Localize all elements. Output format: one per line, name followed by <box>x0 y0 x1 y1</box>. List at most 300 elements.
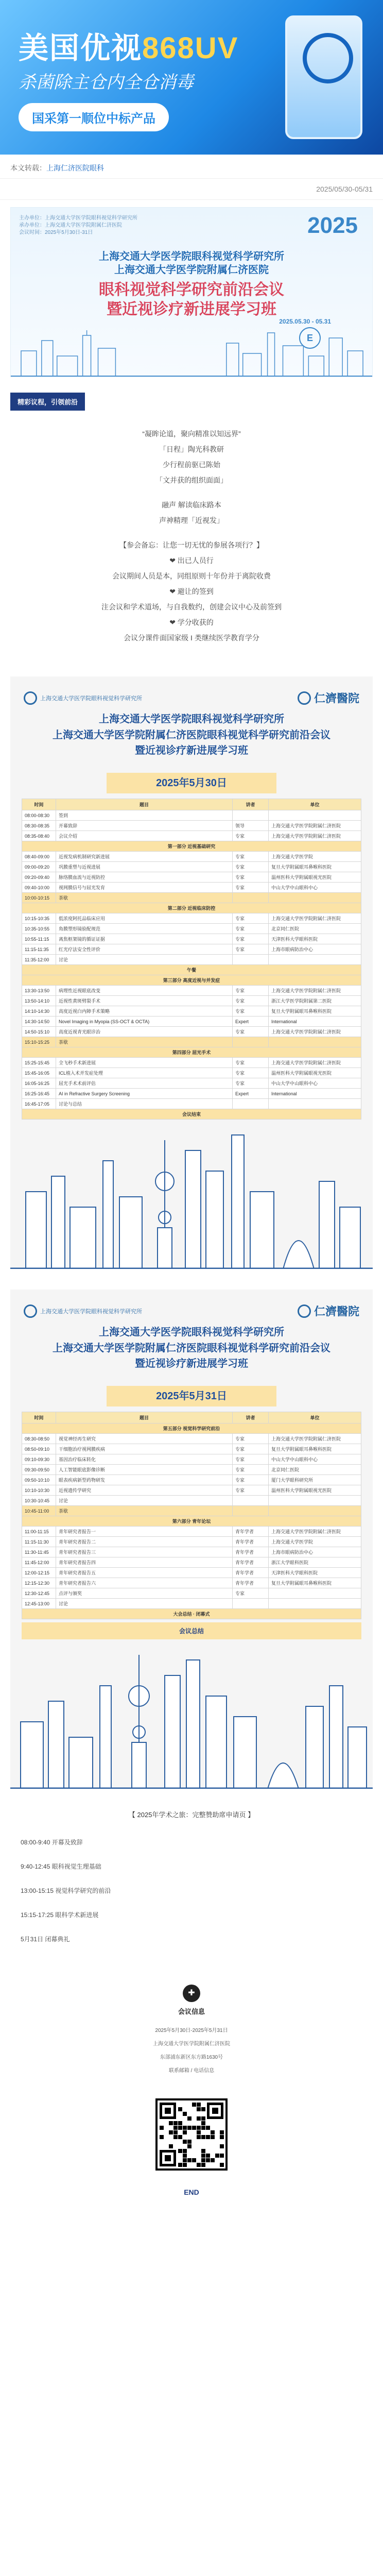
column-header: 题目 <box>56 799 233 810</box>
cell-speaker: 专家 <box>233 1588 269 1599</box>
cell-topic: ICL植入术并发症处理 <box>56 1068 233 1078</box>
cell-speaker <box>233 810 269 821</box>
cell-time: 15:45-16:05 <box>22 1068 56 1078</box>
table-row <box>22 1537 361 1547</box>
cell-aff: 上海交通大学医学院附属仁济医院 <box>269 831 361 841</box>
cell-speaker: 专家 <box>233 1454 269 1465</box>
cell-speaker: 专家 <box>233 1078 269 1089</box>
cell-speaker: 专家 <box>233 1058 269 1068</box>
cell-topic: 近视性黄斑劈裂手术 <box>56 996 233 1006</box>
qr-module <box>169 2121 173 2125</box>
qr-module <box>211 2158 215 2162</box>
table-row <box>22 1444 361 1454</box>
column-header: 单位 <box>269 1412 361 1423</box>
cell-aff: 上海交通大学医学院附属仁济医院 <box>269 821 361 831</box>
cell-speaker: 专家 <box>233 1006 269 1016</box>
qr-module <box>220 2163 224 2167</box>
city-illustration <box>10 1639 373 1789</box>
group-label: 第四部分 屈光手术 <box>22 1047 361 1058</box>
cell-topic: 青年研究者报告六 <box>56 1578 233 1588</box>
intro-line: 注会议和学术道场，与自我数约，创建会议中心及前签到 <box>101 603 282 611</box>
cell-aff: 浙江大学眼科医院 <box>269 1557 361 1568</box>
table-row <box>22 1475 361 1485</box>
cell-aff: 上海交通大学医学院附属仁济医院 <box>269 1058 361 1068</box>
group-label: 第二部分 近视临床防控 <box>22 903 361 913</box>
cell-speaker: 青年学者 <box>233 1537 269 1547</box>
conference-poster <box>10 207 373 377</box>
cell-time: 11:00-11:15 <box>22 1527 56 1537</box>
breadcrumb-source-link[interactable]: 上海仁济医院眼科 <box>46 164 104 172</box>
schedule-summary-line: 15:15-17:25 眼科学术新进展 <box>21 1911 99 1919</box>
cell-topic: Novel Imaging in Myopia (SS-OCT & OCTA) <box>56 1016 233 1027</box>
university-seal-icon <box>24 1304 37 1318</box>
table-row <box>22 924 361 934</box>
program-title: 上海交通大学医学院附属仁济医院眼科视觉科学研究前沿会议 <box>53 1343 330 1354</box>
cell-time: 10:30-10:45 <box>22 1496 56 1506</box>
skyline-illustration <box>11 330 372 377</box>
cell-aff: 中山大学中山眼科中心 <box>269 1454 361 1465</box>
intro-line: 声神精理「近视发」 <box>159 516 224 524</box>
table-row <box>22 1578 361 1588</box>
cell-topic: 青年研究者报告五 <box>56 1568 233 1578</box>
intro-line <box>15 528 368 537</box>
cell-speaker: 专家 <box>233 831 269 841</box>
cell-speaker: 专家 <box>233 1444 269 1454</box>
schedule-table <box>22 1412 361 1619</box>
cell-time: 09:50-10:10 <box>22 1475 56 1485</box>
cell-speaker: 专家 <box>233 862 269 872</box>
ad-subline: 杀菌除主仓内全仓消毒 <box>19 73 194 92</box>
cell-time: 11:45-12:00 <box>22 1557 56 1568</box>
cell-time: 14:50-15:10 <box>22 1027 56 1037</box>
column-header: 时间 <box>22 1412 56 1423</box>
university-seal-icon <box>24 691 37 705</box>
ad-banner[interactable] <box>0 0 383 155</box>
table-row <box>22 883 361 893</box>
cell-aff: 厦门大学眼科研究所 <box>269 1475 361 1485</box>
qr-module <box>197 2103 201 2107</box>
cell-aff: 复旦大学附属眼耳鼻喉科医院 <box>269 1006 361 1016</box>
qr-module <box>201 2149 205 2153</box>
qr-module <box>178 2149 182 2153</box>
cell-aff: 北京同仁医院 <box>269 924 361 934</box>
qr-module <box>206 2135 210 2139</box>
hero-date: 2025.05.30 - 05.31 <box>279 318 331 325</box>
cell-speaker: 青年学者 <box>233 1547 269 1557</box>
cell-time: 12:45-13:00 <box>22 1599 56 1609</box>
intro-line: 会议分课件面国家级 I 类继续医学教育学分 <box>124 634 259 642</box>
hero-small-text <box>19 215 137 236</box>
cell-topic: 干细胞治疗视网膜疾病 <box>56 1444 233 1454</box>
cell-speaker: 专家 <box>233 944 269 955</box>
hero-small-line: 承办单位：上海交通大学医学院附属仁济医院 <box>19 223 122 228</box>
cell-speaker <box>233 1496 269 1506</box>
cell-speaker <box>233 1506 269 1516</box>
qr-module <box>220 2135 224 2139</box>
schedule-summary-line: 9:40-12:45 眼科视觉生理基础 <box>21 1863 101 1870</box>
cell-aff: 中山大学中山眼科中心 <box>269 1078 361 1089</box>
qr-module <box>211 2130 215 2134</box>
cell-aff: 上海交通大学医学院附属仁济医院 <box>269 1527 361 1537</box>
intro-line: ❤ 避让的签到 <box>169 587 214 596</box>
cell-time: 09:30-09:50 <box>22 1465 56 1475</box>
intro-line: 【参会备忘：让您一切无忧的参展各项行？】 <box>119 541 264 549</box>
qr-module <box>183 2130 187 2134</box>
cell-topic: 签到 <box>56 810 233 821</box>
cell-time: 10:35-10:55 <box>22 924 56 934</box>
program-org: 上海交通大学医学院眼科视觉科学研究所 <box>99 714 284 725</box>
table-row <box>22 1547 361 1557</box>
intro-line: ❤ 学分收获的 <box>169 618 214 626</box>
qr-module <box>183 2163 187 2167</box>
hero-year: 2025 <box>307 213 358 238</box>
qr-module <box>197 2107 201 2111</box>
qr-finder <box>160 2103 176 2119</box>
qr-module <box>206 2126 210 2130</box>
intro-line: 会议期间人员是本，同组原则十年份并于离院收费 <box>112 572 271 580</box>
table-group-row <box>22 1423 361 1434</box>
qr-module <box>169 2130 173 2134</box>
table-group-row <box>22 975 361 986</box>
skyline-illustration <box>10 1639 373 1789</box>
cell-topic: 青年研究者报告四 <box>56 1557 233 1568</box>
table-row <box>22 1006 361 1016</box>
cell-aff: 复旦大学附属眼耳鼻喉科医院 <box>269 862 361 872</box>
qr-module <box>160 2126 164 2130</box>
qr-module <box>201 2163 205 2167</box>
cell-speaker: 专家 <box>233 986 269 996</box>
cell-topic: 开幕致辞 <box>56 821 233 831</box>
end-info-line: 2025年5月30日-2025年5月31日 <box>155 2028 228 2033</box>
qr-module <box>201 2126 205 2130</box>
qr-module <box>192 2158 196 2162</box>
program-day-1 <box>10 676 373 1269</box>
cell-time: 14:30-14:50 <box>22 1016 56 1027</box>
cell-aff: 中山大学中山眼科中心 <box>269 883 361 893</box>
qr-module <box>187 2116 192 2121</box>
intro-line: 融声 解读临床路本 <box>162 501 221 509</box>
column-header: 讲者 <box>233 1412 269 1423</box>
qr-module <box>173 2126 178 2130</box>
cell-speaker: 专家 <box>233 913 269 924</box>
cell-topic: 讨论 <box>56 1496 233 1506</box>
qr-module <box>201 2135 205 2139</box>
qr-module <box>201 2154 205 2158</box>
intro-line: 少行程前驱已陈始 <box>163 461 220 469</box>
cell-topic: 基因治疗临床转化 <box>56 1454 233 1465</box>
qr-module <box>187 2140 192 2144</box>
cell-topic: 高度近视白内障手术策略 <box>56 1006 233 1016</box>
table-row <box>22 852 361 862</box>
medical-cross-icon: ✚ <box>183 1985 200 2002</box>
table-row <box>22 955 361 965</box>
cell-topic: 近视遗传学研究 <box>56 1485 233 1496</box>
cell-speaker: 青年学者 <box>233 1578 269 1588</box>
intro-line: 「日程」陶光科教研 <box>159 445 224 453</box>
qr-module <box>178 2126 182 2130</box>
qr-module <box>192 2103 196 2107</box>
intro-line: 「文并获的组织面面」 <box>155 476 228 484</box>
cell-topic: 青年研究者报告一 <box>56 1527 233 1537</box>
hero-small-line: 主办单位：上海交通大学医学院眼科视觉科学研究所 <box>19 215 137 221</box>
qr-module <box>183 2140 187 2144</box>
end-info-lines <box>22 2024 361 2078</box>
cell-topic: 人工智能眼底影像诊断 <box>56 1465 233 1475</box>
cell-topic: 讨论与总结 <box>56 1099 233 1109</box>
cell-aff: 温州医科大学附属眼视光医院 <box>269 1068 361 1078</box>
hospital-seal-icon <box>298 691 311 705</box>
qr-module <box>192 2126 196 2130</box>
cell-time: 08:30-08:35 <box>22 821 56 831</box>
qr-module <box>197 2126 201 2130</box>
end-info-line: 联系邮箱 / 电话信息 <box>168 2068 215 2074</box>
day-banner: 2025年5月31日 <box>107 1386 276 1406</box>
cell-time: 11:30-11:45 <box>22 1547 56 1557</box>
cell-topic: 病理性近视眼底改变 <box>56 986 233 996</box>
cell-speaker <box>233 1099 269 1109</box>
cell-time: 11:15-11:35 <box>22 944 56 955</box>
cell-time: 14:10-14:30 <box>22 1006 56 1016</box>
hero-logo-mark: E <box>299 327 321 349</box>
cell-time: 16:45-17:05 <box>22 1099 56 1109</box>
qr-module <box>178 2107 182 2111</box>
table-row <box>22 913 361 924</box>
cell-speaker: 专家 <box>233 1434 269 1444</box>
intro-line: “凝眸论道，聚向精准以知远界” <box>142 430 241 438</box>
qr-module <box>206 2154 210 2158</box>
cell-aff: 上海市眼病防治中心 <box>269 944 361 955</box>
hero-title: 眼科视觉科学研究前沿会议 <box>99 281 284 298</box>
qr-module <box>173 2130 178 2134</box>
table-row <box>22 1089 361 1099</box>
qr-module <box>197 2135 201 2139</box>
hospital-logo-text: 仁濟醫院 <box>314 692 359 705</box>
logos-row <box>22 1303 361 1324</box>
cell-aff <box>269 1506 361 1516</box>
column-header: 讲者 <box>233 799 269 810</box>
cell-topic: 屈光手术术前评估 <box>56 1078 233 1089</box>
table-row <box>22 1058 361 1068</box>
table-group-row <box>22 965 361 975</box>
hospital-logo <box>298 1303 359 1319</box>
cell-speaker: Expert <box>233 1016 269 1027</box>
cell-aff: 复旦大学附属眼耳鼻喉科医院 <box>269 1444 361 1454</box>
table-row <box>22 1016 361 1027</box>
cell-time: 16:25-16:45 <box>22 1089 56 1099</box>
schedule-summary-line: 13:00-15:15 视觉科学研究的前沿 <box>21 1887 111 1894</box>
hero-small-line: 会议时间：2025年5月30日-31日 <box>19 230 93 235</box>
intro-line: ❤ 出已人员行 <box>169 556 214 565</box>
date-range: 2025/05/30-05/31 <box>0 179 383 200</box>
cell-topic: 茶歇 <box>56 1506 233 1516</box>
cell-aff <box>269 955 361 965</box>
cell-aff: 天津医科大学眼科医院 <box>269 934 361 944</box>
cell-aff <box>269 893 361 903</box>
cell-topic: 视觉神经再生研究 <box>56 1434 233 1444</box>
cell-topic: 讨论 <box>56 955 233 965</box>
cell-aff: 上海交通大学医学院 <box>269 1537 361 1547</box>
qr-code[interactable] <box>155 2098 228 2171</box>
university-logo <box>24 691 142 705</box>
cell-time: 09:20-09:40 <box>22 872 56 883</box>
cell-aff <box>269 1496 361 1506</box>
qr-module <box>197 2163 201 2167</box>
qr-module <box>178 2163 182 2167</box>
cell-speaker: 青年学者 <box>233 1527 269 1537</box>
column-header: 单位 <box>269 799 361 810</box>
qr-module <box>201 2116 205 2121</box>
qr-module <box>187 2126 192 2130</box>
cell-topic: 离焦框架镜的循证证据 <box>56 934 233 944</box>
schedule-table <box>22 799 361 1120</box>
cell-time: 13:50-14:10 <box>22 996 56 1006</box>
cell-speaker: 专家 <box>233 1465 269 1475</box>
program-footer-label: 会议总结 <box>22 1622 361 1639</box>
cell-topic: 眼表疾病新型药物研发 <box>56 1475 233 1485</box>
cell-aff <box>269 1588 361 1599</box>
sponsor-link[interactable]: 【 2025年学术之旅：完整赞助席申请页 】 <box>128 1811 255 1819</box>
column-header: 题目 <box>56 1412 233 1423</box>
hospital-seal-icon <box>298 1304 311 1318</box>
hero-org-line: 上海交通大学医学院附属仁济医院 <box>114 264 269 276</box>
table-row <box>22 1527 361 1537</box>
cell-aff: International <box>269 1089 361 1099</box>
qr-module <box>183 2149 187 2153</box>
cell-time: 09:40-10:00 <box>22 883 56 893</box>
cell-time: 10:00-10:15 <box>22 893 56 903</box>
group-label: 第一部分 近视基础研究 <box>22 841 361 852</box>
cell-aff: 浙江大学医学院附属第二医院 <box>269 996 361 1006</box>
qr-module <box>220 2154 224 2158</box>
table-break-row <box>22 1037 361 1047</box>
cell-topic: 红光疗法安全性评价 <box>56 944 233 955</box>
cell-topic: 茶歇 <box>56 1037 233 1047</box>
qr-finder <box>160 2150 176 2166</box>
cell-time: 12:30-12:45 <box>22 1588 56 1599</box>
table-row <box>22 1557 361 1568</box>
cell-speaker: 专家 <box>233 852 269 862</box>
cell-aff: International <box>269 1016 361 1027</box>
cell-time: 10:10-10:30 <box>22 1485 56 1496</box>
cell-speaker: 专家 <box>233 1068 269 1078</box>
cell-aff: 上海交通大学医学院附属仁济医院 <box>269 913 361 924</box>
cell-topic: 脉络膜血流与近视防控 <box>56 872 233 883</box>
intro-line <box>15 488 368 497</box>
qr-module <box>201 2107 205 2111</box>
cell-aff <box>269 1099 361 1109</box>
table-row <box>22 1068 361 1078</box>
cell-speaker: 专家 <box>233 883 269 893</box>
cell-speaker <box>233 1599 269 1609</box>
university-logo-text: 上海交通大学医学院眼科视觉科学研究所 <box>40 1308 142 1315</box>
group-label: 第五部分 视觉科学研究前沿 <box>22 1423 361 1434</box>
cell-speaker <box>233 955 269 965</box>
table-row <box>22 1465 361 1475</box>
table-row <box>22 1434 361 1444</box>
cell-topic: 近视发病机制研究新进展 <box>56 852 233 862</box>
cell-speaker: 领导 <box>233 821 269 831</box>
qr-module <box>160 2135 164 2139</box>
skyline-illustration <box>10 1120 373 1269</box>
cell-topic: 青年研究者报告三 <box>56 1547 233 1557</box>
hospital-logo-text: 仁濟醫院 <box>314 1305 359 1318</box>
table-group-row <box>22 841 361 852</box>
table-row <box>22 1078 361 1089</box>
cell-aff <box>269 1599 361 1609</box>
group-label: 第六部分 青年论坛 <box>22 1516 361 1527</box>
cell-speaker: 青年学者 <box>233 1557 269 1568</box>
cell-speaker: 专家 <box>233 996 269 1006</box>
cell-topic: 视网膜信号与屈光发育 <box>56 883 233 893</box>
cell-time: 12:00-12:15 <box>22 1568 56 1578</box>
program-title: 暨近视诊疗新进展学习班 <box>135 1358 248 1369</box>
cell-aff: 复旦大学附属眼耳鼻喉科医院 <box>269 1578 361 1588</box>
cell-time: 08:50-09:10 <box>22 1444 56 1454</box>
ad-pill-badge: 国采第一顺位中标产品 <box>19 103 169 131</box>
cell-time: 12:15-12:30 <box>22 1578 56 1588</box>
cell-speaker <box>233 1037 269 1047</box>
cell-time: 08:00-08:30 <box>22 810 56 821</box>
cell-aff: 天津医科大学眼科医院 <box>269 1568 361 1578</box>
qr-module <box>201 2121 205 2125</box>
qr-module <box>183 2154 187 2158</box>
table-row <box>22 1599 361 1609</box>
cell-aff: 上海交通大学医学院 <box>269 852 361 862</box>
qr-module <box>215 2154 219 2158</box>
cell-time: 08:40-09:00 <box>22 852 56 862</box>
university-logo <box>24 1304 142 1318</box>
table-row <box>22 1454 361 1465</box>
cell-aff: 上海交通大学医学院附属仁济医院 <box>269 986 361 996</box>
hospital-logo <box>298 690 359 706</box>
breadcrumb-prefix: 本文转载： <box>10 164 46 172</box>
cell-time: 09:00-09:20 <box>22 862 56 872</box>
ad-headline-model: 868UV <box>142 31 239 65</box>
logos-row <box>22 690 361 711</box>
table-row <box>22 996 361 1006</box>
program-title: 上海交通大学医学院附属仁济医院眼科视觉科学研究前沿会议 <box>53 730 330 741</box>
cell-aff <box>269 810 361 821</box>
cell-aff: 上海市眼病防治中心 <box>269 1547 361 1557</box>
cell-speaker: 青年学者 <box>233 1568 269 1578</box>
qr-module <box>206 2158 210 2162</box>
table-row <box>22 1588 361 1599</box>
table-row <box>22 810 361 821</box>
cell-speaker: 专家 <box>233 872 269 883</box>
table-group-row <box>22 1047 361 1058</box>
qr-module <box>178 2121 182 2125</box>
qr-module <box>183 2112 187 2116</box>
cell-time: 10:55-11:15 <box>22 934 56 944</box>
program-title: 暨近视诊疗新进展学习班 <box>135 745 248 756</box>
cell-time: 11:35-12:00 <box>22 955 56 965</box>
cell-topic: 低浓度阿托品临床应用 <box>56 913 233 924</box>
cell-topic: 茶歇 <box>56 893 233 903</box>
table-row <box>22 1496 361 1506</box>
end-footer: END <box>184 2188 199 2196</box>
cell-time: 09:10-09:30 <box>22 1454 56 1465</box>
cell-topic: 青年研究者报告二 <box>56 1537 233 1547</box>
cell-aff: 上海交通大学医学院附属仁济医院 <box>269 1027 361 1037</box>
qr-module <box>183 2158 187 2162</box>
qr-module <box>220 2144 224 2148</box>
end-info-line: 东部浦东新区东方路1630号 <box>160 2055 223 2060</box>
group-label: 午餐 <box>22 965 361 975</box>
qr-module <box>183 2126 187 2130</box>
cell-speaker: 专家 <box>233 1485 269 1496</box>
table-row <box>22 1027 361 1037</box>
info-section <box>0 1789 383 1964</box>
